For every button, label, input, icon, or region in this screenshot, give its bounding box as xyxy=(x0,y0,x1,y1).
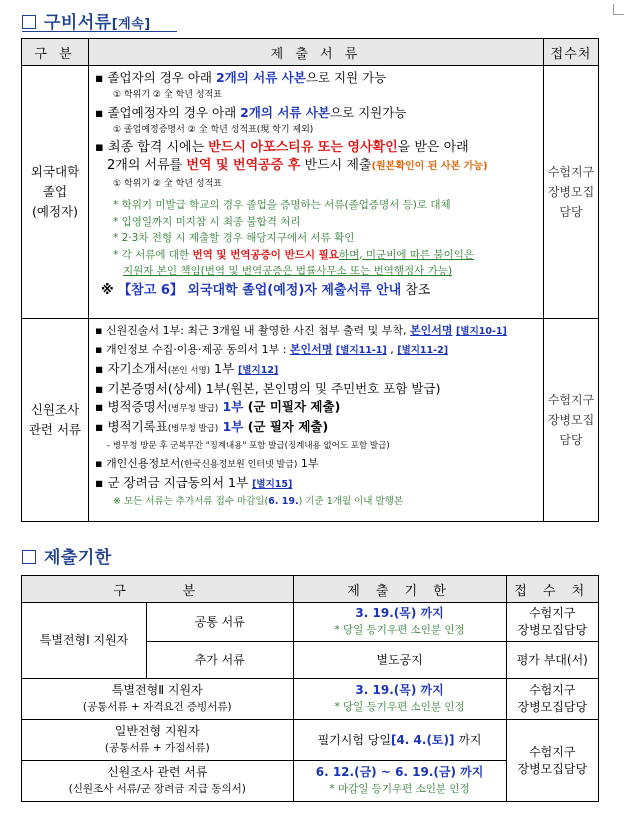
note-item: * 2·3차 전형 시 제출할 경우 해당지구에서 서류 확인 xyxy=(113,232,355,244)
special2-receiver: 수험지구 장병모집담당 xyxy=(506,679,598,720)
list-item: ▪ 개인신용정보서(한국신용정보원 인터넷 발급) 1부 xyxy=(95,457,319,470)
table-row xyxy=(22,679,599,720)
table-row xyxy=(22,603,599,642)
category-foreign: 외국대학 졸업 (예정자) xyxy=(22,66,89,319)
general-credit-receiver: 수험지구 장병모집담당 xyxy=(506,720,598,802)
special1-label: 특별전형Ⅰ 지원자 xyxy=(22,603,147,679)
list-item: ▪ 병적증명서(병무청 발급) 1부 (군 미필자 제출) xyxy=(95,399,341,414)
list-item: ① 학위기 ② 全 학년 성적표 xyxy=(113,90,222,100)
table-row-credit xyxy=(22,319,599,522)
receiver-foreign: 수험지구 장병모집 담당 xyxy=(544,66,599,319)
page-corner-mark xyxy=(613,4,624,15)
col-header-category: 구 분 xyxy=(22,576,294,603)
list-item: ▪ 기본증명서(상세) 1부(원본, 본인명의 및 주민번호 포함 발급) xyxy=(95,381,441,396)
credit-label: 신원조사 관련 서류 (신원조사 서류/군 장려금 지급 동의서) xyxy=(22,761,294,802)
credit-documents xyxy=(89,319,544,522)
extra-docs-label: 추가 서류 xyxy=(147,642,294,679)
col-header-documents: 제 출 서 류 xyxy=(89,39,544,66)
checkbox-icon xyxy=(22,15,36,29)
section1-title-underline xyxy=(22,31,177,32)
col-header-deadline: 제 출 기 한 xyxy=(293,576,506,603)
section2-title: 제출기한 xyxy=(22,543,112,568)
list-item: ▪ 병적기록표(병무청 발급) 1부 (군 필자 제출) xyxy=(95,419,329,434)
documents-table xyxy=(21,38,599,522)
common-deadline: 3. 19.(목) 까지 * 당일 등기우편 소인분 인정 xyxy=(293,603,506,642)
list-item: ▪ 군 장려금 지급동의서 1부 [별지15] xyxy=(95,475,293,490)
general-label: 일반전형 지원자 (공통서류 + 가점서류) xyxy=(22,720,294,761)
col-header-receiver: 접 수 처 xyxy=(506,576,598,603)
common-receiver: 수험지구 장병모집담당 xyxy=(506,603,598,642)
note-item: * 각 서류에 대한 번역 및 번역공증이 반드시 필요하며, 미군비에 따른 불이익은 xyxy=(113,248,475,261)
list-item: ▪ 개인정보 수집·이용·제공 동의서 1부 : 본인서명 [별지11-1] , [별지11-2] xyxy=(95,343,449,356)
extra-deadline: 별도공지 xyxy=(293,642,506,679)
table-row-foreign xyxy=(22,66,599,319)
checkbox-icon xyxy=(22,550,36,564)
note-item: ※ 모든 서류는 추가서류 접수 마감일(6. 19.) 기준 1개월 이내 발행본 xyxy=(113,496,404,507)
list-item: 2개의 서류를 번역 및 번역공증 후 반드시 제출(원본확인이 된 사본 가능) xyxy=(107,158,488,173)
common-docs-label: 공통 서류 xyxy=(147,603,294,642)
list-item: ▪ 자기소개서(본인 서명) 1부 [별지12] xyxy=(95,361,279,376)
list-item: - 병무청 방문 후 군복무간 "징계내용" 포함 발급(징계내용 없어도 포함 발급) xyxy=(107,441,390,451)
table-row xyxy=(22,720,599,761)
deadline-table xyxy=(21,575,599,802)
col-header-category: 구 분 xyxy=(22,39,89,66)
reference-note: ※ 【참고 6】 외국대학 졸업(예정)자 제출서류 안내 참조 xyxy=(101,282,431,298)
general-deadline: 필기시험 당일[4. 4.(토)] 까지 xyxy=(293,720,506,761)
table-header-row xyxy=(22,39,599,66)
list-item: ① 학위기 ② 全 학년 성적표 xyxy=(113,179,222,189)
credit-deadline: 6. 12.(금) ~ 6. 19.(금) 까지 * 마감일 등기우편 소인분 인정 xyxy=(293,761,506,802)
special2-deadline: 3. 19.(목) 까지 * 당일 등기우편 소인분 인정 xyxy=(293,679,506,720)
note-item: * 입영일까지 미지참 시 최종 불합격 처리 xyxy=(113,215,301,228)
list-item: ▪ 졸업자의 경우 아래 2개의 서류 사본으로 지원 가능 xyxy=(95,70,387,85)
foreign-documents xyxy=(89,66,544,319)
table-header-row xyxy=(22,576,599,603)
extra-receiver: 평가 부대(서) xyxy=(506,642,598,679)
section1-title: 구비서류[계속] xyxy=(22,8,151,33)
list-item: ① 졸업예정증명서 ② 全 학년 성적표(現 학기 제외) xyxy=(113,125,314,135)
category-credit: 신원조사 관련 서류 xyxy=(22,319,89,522)
note-item: 지원자 본인 책임(번역 및 번역공증은 법률사무소 또는 번역행정사 가능) xyxy=(123,265,453,277)
special2-label: 특별전형Ⅱ 지원자 (공통서류 + 자격요건 증빙서류) xyxy=(22,679,294,720)
list-item: ▪ 신원진술서 1부: 최근 3개월 내 촬영한 사진 첨부 출력 및 부착, 본인서명 [별지10-1] xyxy=(95,324,507,337)
receiver-credit: 수험지구 장병모집 담당 xyxy=(544,319,599,522)
list-item: ▪ 최종 합격 시에는 반드시 아포스티유 또는 영사확인을 받은 아래 xyxy=(95,140,469,155)
col-header-receiver: 접수처 xyxy=(544,39,599,66)
list-item: ▪ 졸업예정자의 경우 아래 2개의 서류 사본으로 지원가능 xyxy=(95,105,407,120)
note-item: * 학위기 미발급 학교의 경우 졸업을 증명하는 서류(졸업증명서 등)로 대체 xyxy=(113,199,451,211)
